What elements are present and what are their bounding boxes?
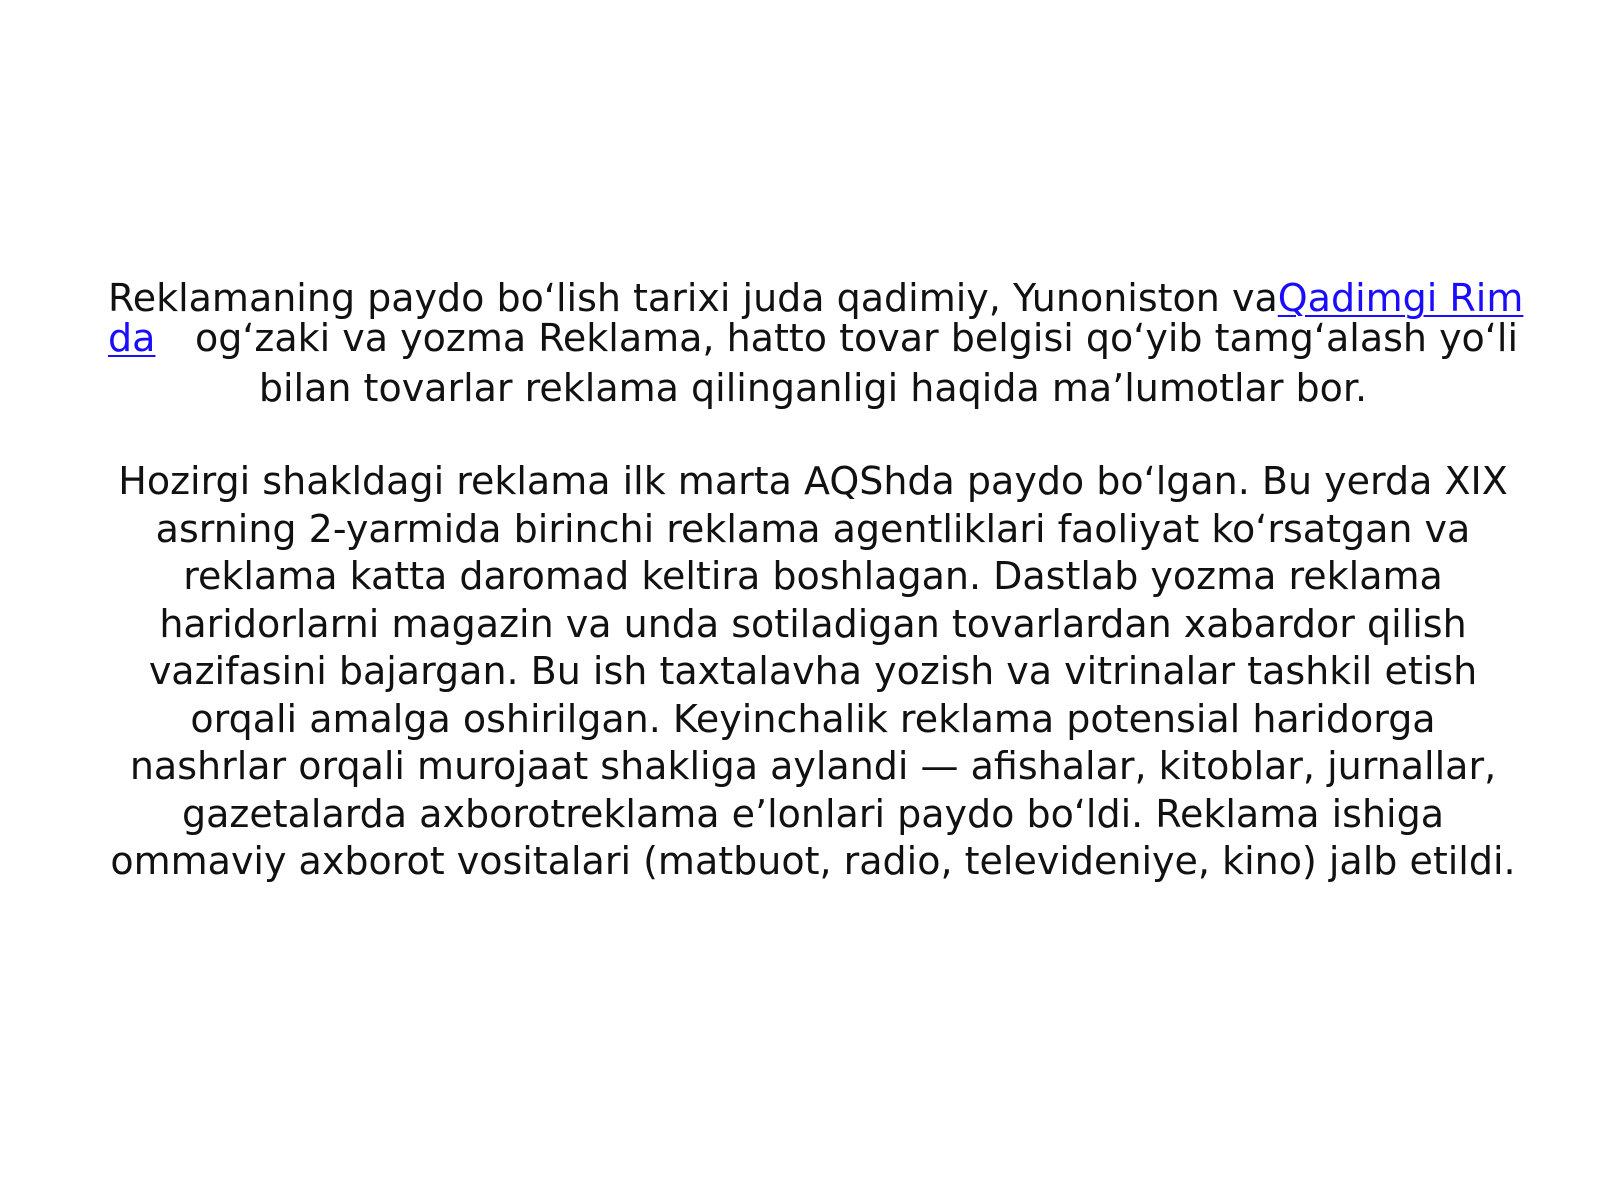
- paragraph-line-1: [108, 276, 1524, 320]
- paragraph-line-2: [108, 318, 1518, 358]
- slide-content: [108, 276, 1524, 886]
- qadimgi-rim-link[interactable]: Qadimgi Rim: [1277, 276, 1524, 320]
- qadimgi-rim-link-suffix[interactable]: da: [108, 316, 156, 360]
- paragraph-line-3: bilan tovarlar reklama qilinganligi haqida ma’lumotlar bor.: [258, 366, 1368, 410]
- intro-text: Reklamaning paydo bo‘lish tarixi juda qadimiy, Yunoniston va: [108, 276, 1278, 320]
- paragraph-history: [108, 276, 1524, 414]
- oral-written-text: og‘zaki va yozma Reklama, hatto tovar belgisi qo‘yib tamg‘alash yo‘li: [194, 316, 1518, 360]
- paragraph-modern-advertising: Hozirgi shakldagi reklama ilk marta AQShda paydo bo‘lgan. Bu yerda XIX asrning 2-yarmida birinchi reklama agentliklari faoliyat ko‘rsatgan va reklama katta daromad keltira boshlagan. Dastlab yozma reklama haridorlarni magazin va unda sotiladigan tovarlardan xabardor qilish vazifasini bajargan. Bu ish taxtalavha yozish va vitrinalar tashkil etish orqali amalga oshirilgan. Keyinchalik reklama potensial haridorga nashrlar orqali murojaat shakliga aylandi — afishalar, kitoblar, jurnallar, gazetalarda axborotreklama e’lonlari paydo bo‘ldi. Reklama ishiga ommaviy axborot vositalari (matbuot, radio, televideniye, kino) jalb etildi.: [110, 459, 1516, 883]
